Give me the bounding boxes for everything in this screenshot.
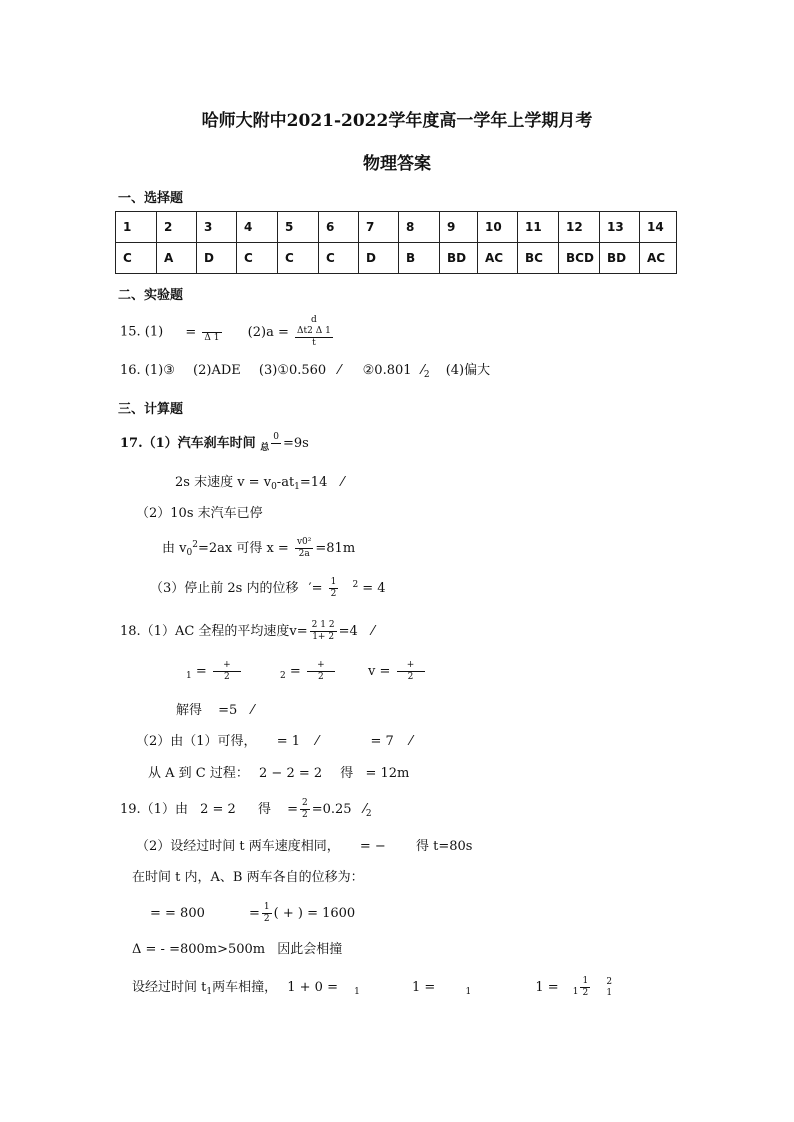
q18-text: AC 全程的平均速度v=	[174, 624, 308, 639]
answer-q17-line5	[150, 577, 386, 600]
q18-l2a-num: +	[213, 660, 241, 672]
q15-frac2-bottom: Δt2 Δ 1	[297, 326, 331, 336]
answer-q15	[120, 315, 335, 349]
table-cell: 8	[399, 212, 440, 243]
q19-label: 19.（1）由	[120, 802, 188, 817]
q17-l5-exp: 2	[352, 580, 359, 590]
section-experiment-heading: 二、实验题	[118, 288, 184, 303]
q19-l6-text: 设经过时间 t	[132, 980, 207, 995]
q19-l1-unit: 2	[365, 809, 372, 819]
q18-frac-den: 1+ 2	[312, 632, 335, 642]
q19-l1-slash: ⁄	[363, 802, 366, 817]
q16-circle-1: ③	[163, 363, 175, 378]
q18-l5-de: 得	[340, 766, 354, 781]
q15-frac2-top: d	[311, 315, 317, 325]
q18-slash: ⁄	[371, 624, 375, 639]
q17-result: =9s	[282, 436, 309, 451]
q19-l6-tail-stack	[606, 977, 612, 999]
q17-frac-num: 0	[273, 432, 279, 442]
table-cell: 5	[278, 212, 319, 243]
table-cell: AC	[640, 243, 677, 274]
q18-l3-result: =5	[218, 703, 238, 718]
q17-l2-sub0: 0	[271, 482, 277, 492]
q19-l2-de: 得 t=80s	[415, 839, 473, 854]
q19-l6-e3: 1 =	[535, 980, 559, 995]
q18-l5-text: 从 A 到 C 过程：	[148, 766, 249, 781]
q18-l2c-num: +	[397, 660, 425, 672]
table-cell: 4	[237, 212, 278, 243]
q19-l6-e3b: 1	[572, 987, 579, 997]
answer-q18-line1	[120, 620, 374, 643]
q18-l2a-fraction	[213, 660, 241, 683]
table-cell: 14	[640, 212, 677, 243]
q17-l4-mid: =2ax 可得 x =	[197, 541, 289, 556]
q17-l4-sub: 0	[186, 548, 193, 558]
q19-l6-last: 2	[606, 976, 613, 987]
q16-slash-31: ⁄	[338, 363, 341, 378]
q18-frac-num: 2 1 2	[311, 620, 335, 630]
q15-frac2-den: t	[312, 338, 316, 348]
q18-l4-b: = 7	[370, 734, 394, 749]
q16-value-31: 0.560	[288, 363, 327, 378]
q17-l5-eq: =	[311, 581, 323, 596]
q15-label: 15. (1)	[120, 324, 164, 340]
table-cell: C	[278, 243, 319, 274]
q17-sub: 总	[260, 443, 270, 453]
q19-l2-text: （2）设经过时间 t 两车速度相同，	[136, 839, 340, 854]
q18-l2b-eq: =	[289, 664, 301, 679]
table-cell: 10	[478, 212, 518, 243]
q18-l5-eq: 2 − 2 = 2	[259, 766, 323, 781]
q16-part3: (3)	[258, 363, 278, 378]
q19-l4-den: 2	[263, 914, 270, 924]
q16-label: 16. (1)	[120, 363, 164, 378]
q17-l4-result: =81m	[315, 541, 356, 556]
q17-l2-mid: -at	[276, 475, 295, 490]
section-calculation-heading: 三、计算题	[118, 402, 184, 417]
answer-q19-line3: 在时间 t 内，A、B 两车各自的位移为：	[132, 870, 364, 885]
q19-l6-tail: 两车相撞，	[212, 980, 278, 995]
q18-l2b-num: +	[307, 660, 335, 672]
q19-l6-e2: 1 =	[412, 980, 436, 995]
q18-l3-slash: ⁄	[251, 703, 254, 718]
answer-q17-line2	[175, 471, 344, 492]
answer-q17-line3: （2）10s 末汽车已停	[136, 506, 263, 521]
table-cell: 2	[157, 212, 197, 243]
q17-l4-num: v0²	[296, 537, 312, 547]
q19-l6-e1b: 1	[354, 987, 360, 997]
q17-l4-sup: 2	[192, 540, 198, 550]
q18-l2c-fraction	[397, 660, 425, 683]
q19-l6-den: 2	[582, 988, 589, 998]
table-cell: C	[237, 243, 278, 274]
answer-q19-line4	[150, 902, 355, 925]
q18-l5-result: = 12m	[365, 766, 410, 781]
q15-fraction-2	[295, 315, 333, 349]
table-cell: BD	[440, 243, 478, 274]
table-cell: D	[359, 243, 399, 274]
q19-l6-e2b: 1	[465, 987, 472, 997]
q17-l2-result: =14	[299, 475, 328, 490]
table-cell: 13	[600, 212, 640, 243]
q17-l2-slash: ⁄	[341, 475, 344, 490]
q19-l4-c: ( + ) = 1600	[273, 906, 356, 921]
q17-l4-fraction	[295, 537, 313, 560]
q18-l2a-den: 2	[224, 672, 230, 682]
q18-l4-text: （2）由（1）可得，	[136, 734, 257, 749]
q15-fraction-1	[202, 321, 221, 344]
page-subtitle: 物理答案	[363, 154, 431, 174]
q18-l2b-den: 2	[318, 672, 324, 682]
table-cell: B	[399, 243, 440, 274]
answer-q17-line1	[120, 432, 309, 455]
q18-l2c-eq: v =	[368, 664, 391, 679]
q17-fraction	[271, 432, 281, 455]
q15-eq: =	[185, 324, 197, 340]
table-cell: 9	[440, 212, 478, 243]
table-cell: C	[116, 243, 157, 274]
q19-l5-b: 因此会相撞	[277, 942, 343, 957]
table-cell: D	[197, 243, 237, 274]
answer-q18-line5	[148, 762, 409, 781]
q16-unit-32: 2	[423, 370, 430, 380]
q19-l1-de: 得	[257, 802, 271, 817]
answer-q18-line4	[136, 730, 412, 749]
answer-q18-line3	[176, 699, 254, 718]
q18-l2c-den: 2	[407, 672, 414, 682]
answer-q19-line5	[132, 938, 342, 957]
choice-answer-table	[115, 211, 677, 274]
q16-circle-32: ②	[362, 363, 375, 378]
q19-l6-e1: 1 + 0 =	[287, 980, 338, 995]
q16-part4: (4)偏大	[445, 363, 491, 378]
q19-l1-num: 2	[302, 798, 308, 808]
table-cell: 6	[319, 212, 359, 243]
q16-circle-31: ①	[277, 363, 289, 378]
q17-l5-den: 2	[330, 589, 337, 599]
q16-slash-32: ⁄	[421, 363, 424, 378]
q17-l5-result: = 4	[362, 581, 386, 596]
q16-value-32: 0.801	[374, 363, 412, 378]
q16-part2: (2)ADE	[193, 363, 241, 378]
q19-l6-num: 1	[582, 976, 589, 986]
answer-q18-line2c	[368, 660, 427, 683]
q19-l6-last2: 1	[606, 987, 613, 998]
table-cell: AC	[478, 243, 518, 274]
q19-l4-num: 1	[263, 902, 270, 912]
q19-l5-text: Δ = - =800m>500m	[132, 942, 266, 957]
q19-l6-fraction	[580, 976, 590, 999]
q18-l4-a: = 1	[276, 734, 300, 749]
page-title: 哈师大附中2021-2022学年度高一学年上学期月考	[201, 111, 593, 131]
q17-l4-den: 2a	[298, 549, 310, 559]
q18-l2b-fraction	[307, 660, 335, 683]
table-cell: BCD	[559, 243, 600, 274]
section-choice-heading: 一、选择题	[118, 191, 184, 206]
table-cell: 3	[197, 212, 237, 243]
q19-l1-eq2: =	[287, 802, 298, 817]
q19-l1-den: 2	[302, 810, 308, 820]
q17-text: 汽车刹车时间	[177, 436, 256, 451]
answer-q18-line2a	[186, 660, 243, 683]
q19-l6-sub: 1	[206, 987, 213, 997]
q17-l4-text: 由 v	[162, 541, 187, 556]
answer-q19-line6	[132, 976, 614, 999]
q18-l4-b-slash: ⁄	[409, 734, 413, 749]
q17-l5-text: （3）停止前 2s 内的位移	[150, 581, 299, 596]
q19-l4-fraction	[262, 902, 272, 925]
table-cell: 7	[359, 212, 399, 243]
answer-q19-line1	[120, 798, 372, 821]
q18-l3-text: 解得	[176, 703, 203, 718]
table-cell: A	[157, 243, 197, 274]
q19-l4-a: = = 800	[150, 906, 205, 921]
answer-q17-line4	[162, 537, 355, 560]
q17-l2-sub1: 1	[294, 482, 300, 492]
q17-l5-num: 1	[330, 577, 337, 587]
q15-frac1-den: Δ 1	[204, 332, 220, 343]
table-row-numbers	[116, 212, 677, 243]
answer-q19-line2	[136, 835, 472, 854]
answer-q18-line2b	[280, 660, 337, 683]
q18-l2b-sub: 2	[280, 671, 286, 681]
q15-part2-label: (2)a =	[247, 324, 289, 340]
q19-l1-eq: 2 = 2	[200, 802, 236, 817]
q18-label: 18.（1）	[120, 624, 175, 639]
table-cell: 1	[116, 212, 157, 243]
table-cell: C	[319, 243, 359, 274]
table-cell: BD	[600, 243, 640, 274]
table-cell: 12	[559, 212, 600, 243]
q18-fraction	[310, 620, 337, 643]
q19-l4-b: =	[249, 906, 260, 921]
table-cell: BC	[518, 243, 559, 274]
table-row-answers	[116, 243, 677, 274]
q18-l2a-eq: =	[195, 664, 207, 679]
answer-q16	[120, 359, 490, 380]
q19-l1-result: =0.25	[311, 802, 352, 817]
q18-result: =4	[338, 624, 358, 639]
q19-l2-eq: = −	[359, 839, 386, 854]
q17-l5-mark: ′	[308, 581, 312, 596]
q17-label: 17.（1）	[120, 436, 178, 451]
q18-l2a-sub: 1	[186, 671, 192, 681]
q18-l4-a-slash: ⁄	[316, 734, 319, 749]
q17-l5-fraction	[329, 577, 339, 600]
q19-l1-fraction	[300, 798, 310, 821]
table-cell: 11	[518, 212, 559, 243]
q17-l2-text: 2s 末速度 v = v	[175, 475, 272, 490]
